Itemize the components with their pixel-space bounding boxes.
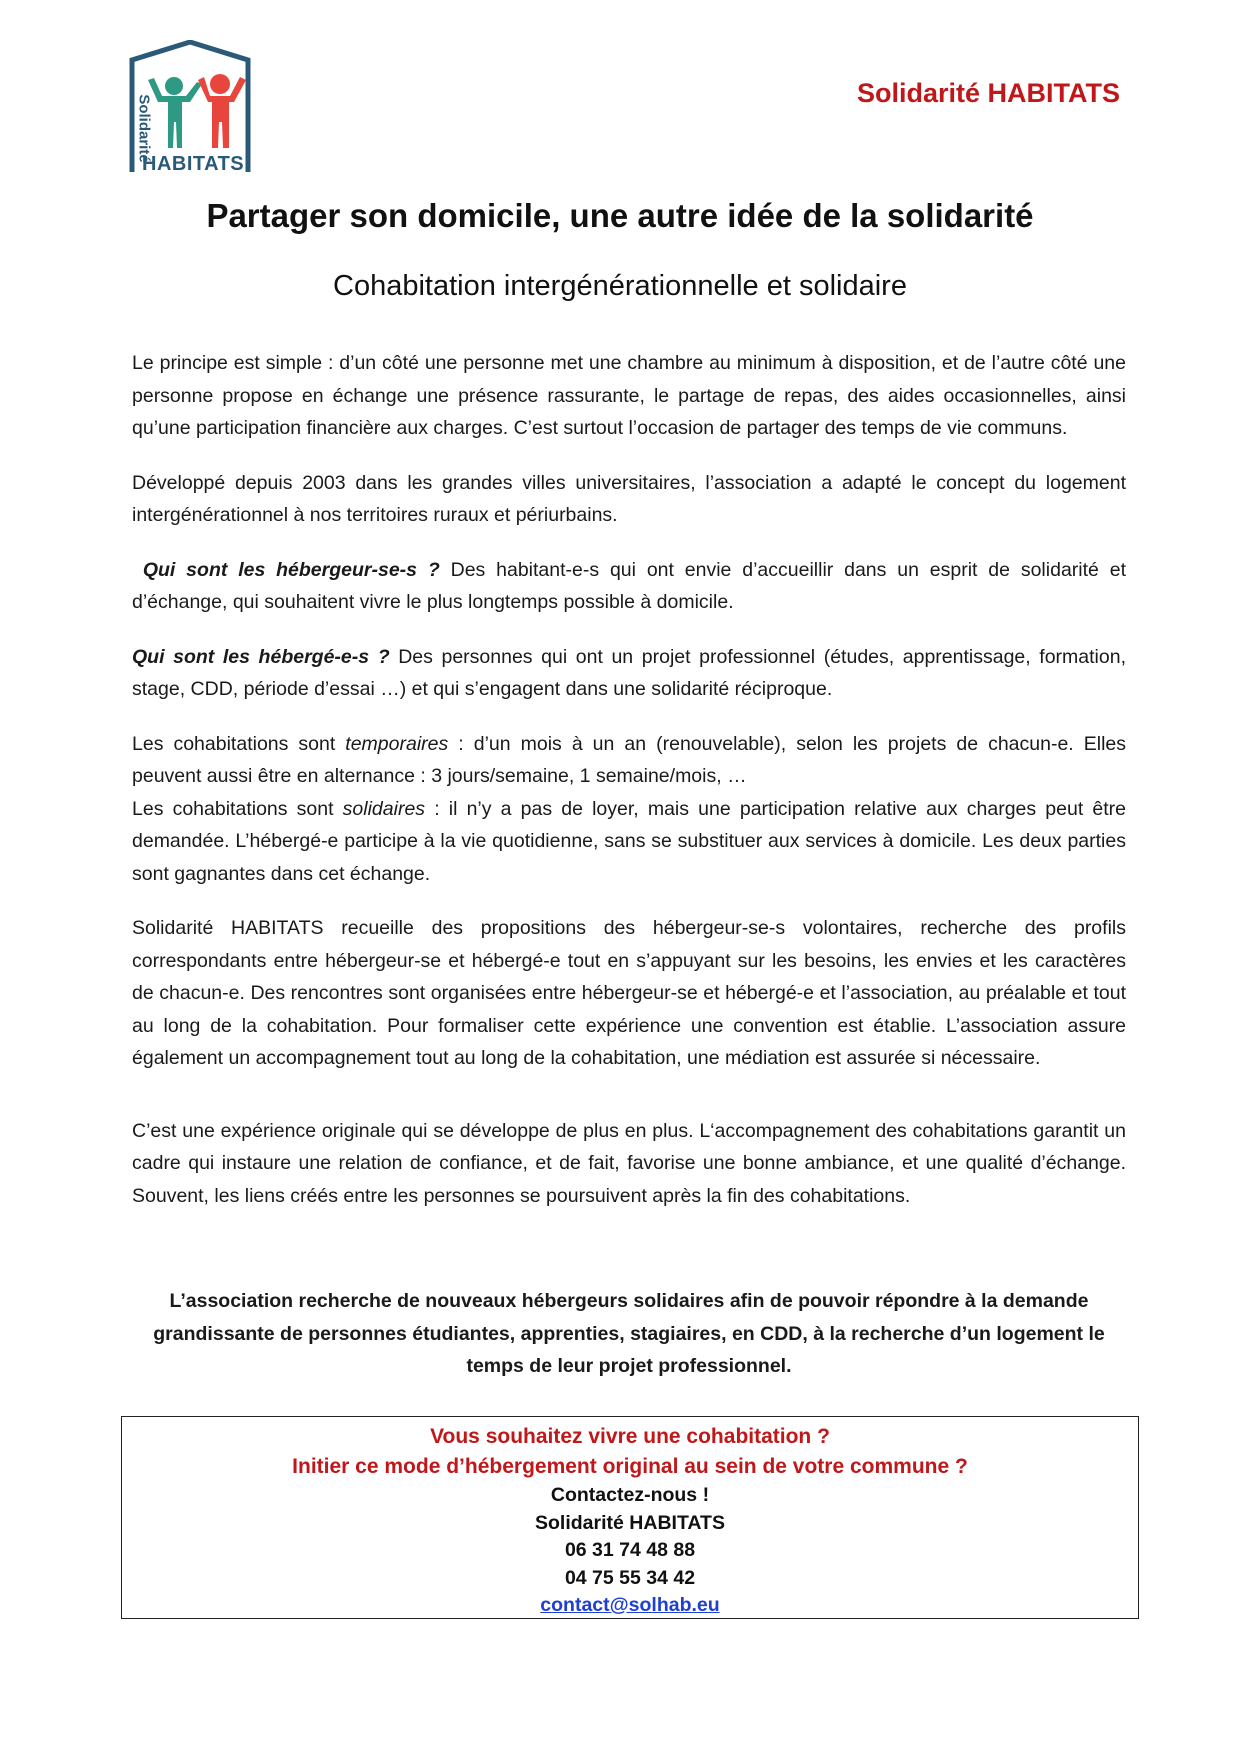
solidarity-lead: Les cohabitations sont	[132, 797, 343, 820]
contact-phone-2: 04 75 55 34 42	[564, 1566, 696, 1589]
solidarity-emphasis: solidaires	[342, 797, 426, 820]
paragraph-process: Solidarité HABITATS recueille des propositions des hébergeur-se-s volontaires, recherche des profils correspondants entre hébergeur-se et hébergé-e tout en s’appuyant sur les besoins, les envies et les caractères de chacun-e. Des rencontres sont organisées entre hébergeur-se et hébergé-e et l’association, au préalable et tout au long de la cohabitation. Pour formaliser cette expérience une convention est établie. L’association assure également un accompagnement tout au long de la cohabitation, une médiation est assurée si nécessaire.	[132, 917, 1126, 1069]
document-body	[132, 347, 1126, 1234]
page-title: Partager son domicile, une autre idée de la solidarité	[206, 197, 1034, 234]
solidarite-habitats-logo	[128, 40, 278, 180]
contact-invite-line-2: Initier ce mode d’hébergement original au sein de votre commune ?	[292, 1455, 968, 1478]
paragraph-principle: Le principe est simple : d’un côté une personne met une chambre au minimum à disposition, et de l’autre côté une personne propose en échange une présence rassurante, le partage de repas, des aides occasionnelles, ainsi qu’une participation financière aux charges. C’est surtout l’occasion de partager des temps de vie communs.	[132, 352, 1126, 439]
hosts-answer: Des habitant-e-s qui ont envie d’accueillir dans un esprit de solidarité et d’échange, qui souhaitent vivre le plus longtemps possible à domicile.	[132, 558, 1126, 613]
temporary-lead: Les cohabitations sont	[132, 732, 346, 755]
contact-box	[121, 1416, 1139, 1619]
organization-name-header: Solidarité HABITATS	[856, 78, 1120, 108]
solidarity-text: : il n’y a pas de loyer, mais une participation relative aux charges peut être demandée. L’hébergé-e participe à la vie quotidienne, sans se substituer aux services à domicile. Les deux parties sont gagnantes dans cet échange.	[132, 797, 1126, 885]
paragraph-experience: C’est une expérience originale qui se développe de plus en plus. L‘accompagnement des cohabitations garantit un cadre qui instaure une relation de confiance, et de fait, favorise une bonne ambiance, et une qualité d’échange. Souvent, les liens créés entre les personnes se poursuivent après la fin des cohabitations.	[132, 1119, 1126, 1207]
contact-invite-line-1: Vous souhaitez vivre une cohabitation ?	[430, 1425, 830, 1448]
temporary-text: : d’un mois à un an (renouvelable), selon les projets de chacun-e. Elles peuvent aussi être en alternance : 3 jours/semaine, 1 semaine/mois, …	[132, 732, 1126, 787]
paragraph-history: Développé depuis 2003 dans les grandes villes universitaires, l’association a adapté le concept du logement intergénérationnel à nos territoires ruraux et périurbains.	[132, 471, 1126, 526]
contact-us-label: Contactez-nous !	[550, 1484, 710, 1506]
temporary-emphasis: temporaires	[345, 732, 449, 755]
contact-org-name: Solidarité HABITATS	[535, 1511, 725, 1534]
guests-question: Qui sont les hébergé-e-s ?	[132, 645, 390, 668]
closing-statement: L’association recherche de nouveaux hébergeurs solidaires afin de pouvoir répondre à la demande grandissante de personnes étudiantes, apprenties, stagiaires, en CDD, à la recherche d’un logement le temps de leur projet professionnel.	[153, 1290, 1105, 1377]
hosts-question: Qui sont les hébergeur-se-s ?	[142, 558, 440, 581]
logo-bottom-text: HABITATS	[142, 153, 245, 175]
contact-email-link[interactable]: contact@solhab.eu	[540, 1594, 720, 1616]
paragraph-guests	[132, 641, 1126, 706]
paragraph-hosts	[132, 554, 1126, 619]
paragraph-temporary	[132, 728, 1126, 793]
page-subtitle: Cohabitation intergénérationnelle et solidaire	[333, 270, 907, 302]
contact-phone-1: 06 31 74 48 88	[564, 1539, 696, 1561]
logo-vertical-text: Solidarité	[135, 94, 153, 163]
guests-answer: Des personnes qui ont un projet professionnel (études, apprentissage, formation, stage, CDD, période d’essai …) et qui s’engagent dans une solidarité réciproque.	[132, 645, 1126, 700]
paragraph-solidarity	[132, 793, 1126, 891]
